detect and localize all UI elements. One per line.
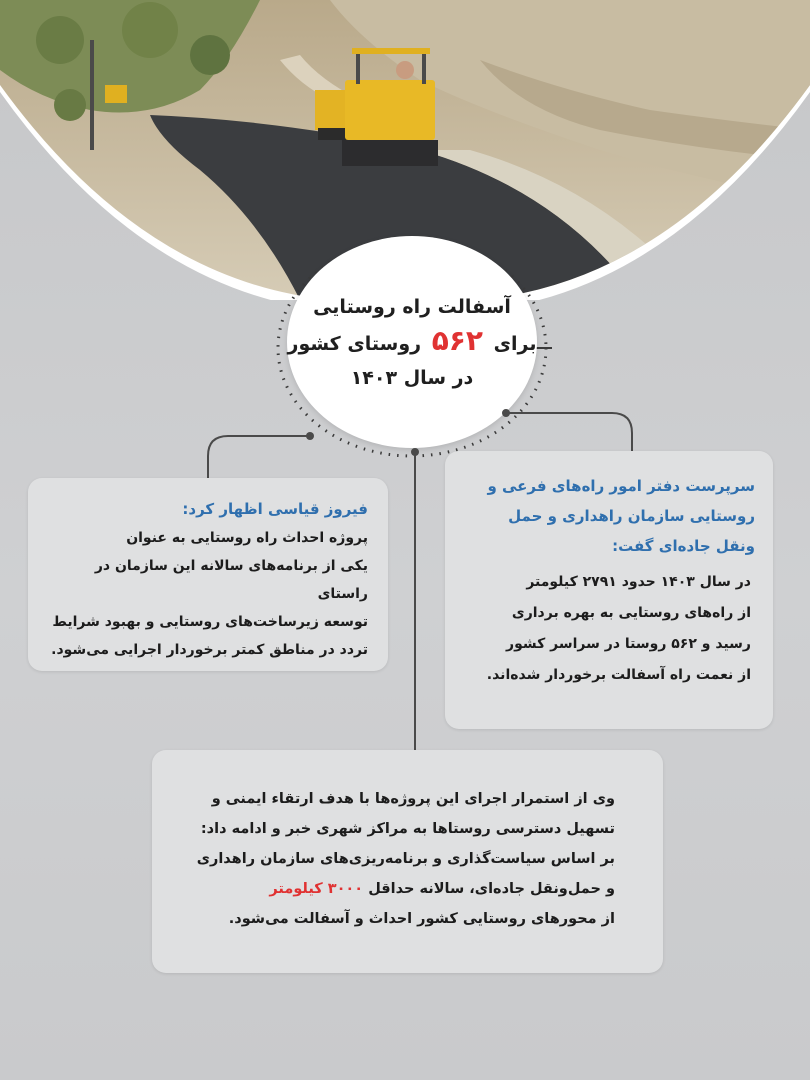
- bottom-card-line-2: تسهیل دسترسی روستاها به مراکز شهری خبر و ادامه داد:: [200, 821, 615, 837]
- left-card-body-line: تردد در مناطق کمتر برخوردار اجرایی می‌شود.: [51, 642, 368, 658]
- title-line-3: در سال ۱۴۰۳: [350, 366, 474, 389]
- title-line-2-pre: برای: [493, 332, 537, 355]
- bottom-card-line-4: [170, 874, 615, 904]
- right-card-heading-line: روستایی سازمان راهداری و حمل: [508, 507, 755, 525]
- title-line-1: آسفالت راه روستایی: [313, 295, 511, 318]
- title-village-count: ۵۶۲: [431, 323, 483, 357]
- bottom-card-highlight-km: ۳۰۰۰ کیلومتر: [269, 881, 364, 897]
- bottom-card-line-4-pre: و حمل‌ونقل جاده‌ای، سالانه حداقل: [368, 881, 615, 897]
- right-card-body: [445, 561, 773, 691]
- right-card-body-line: از راه‌های روستایی به بهره برداری: [511, 605, 751, 621]
- left-card-heading: فیروز قیاسی اظهار کرد:: [182, 500, 368, 518]
- title-line-2-post: روستای کشور: [287, 332, 422, 355]
- bottom-card-line-1: وی از استمرار اجرای این پروژه‌ها با هدف ارتقاء ایمنی و: [211, 791, 615, 807]
- left-card-body-line: توسعه زیرساخت‌های روستایی و بهبود شرایط: [52, 614, 368, 630]
- bottom-card-body: [152, 750, 663, 934]
- right-info-card: [445, 451, 773, 729]
- right-card-body-line: در سال ۱۴۰۳ حدود ۲۷۹۱ کیلومتر: [526, 574, 751, 590]
- right-card-heading-line: ونقل جاده‌ای گفت:: [612, 537, 755, 555]
- left-card-body-line: پروژه احداث راه روستایی به عنوان: [126, 530, 368, 546]
- right-card-heading: [445, 451, 773, 561]
- right-card-heading-line: سرپرست دفتر امور راه‌های فرعی و: [487, 477, 755, 495]
- right-card-body-line: رسید و ۵۶۲ روستا در سراسر کشور: [506, 636, 751, 652]
- bottom-info-card: [152, 750, 663, 973]
- bottom-card-line-5: از محورهای روستایی کشور احداث و آسفالت می‌شود.: [228, 911, 615, 927]
- left-card-body: [28, 524, 388, 664]
- left-card-body-line: یکی از برنامه‌های سالانه این سازمان در راستای: [94, 558, 368, 602]
- right-card-body-line: از نعمت راه آسفالت برخوردار شده‌اند.: [486, 667, 751, 683]
- bottom-card-line-3: بر اساس سیاست‌گذاری و برنامه‌ریزی‌های سازمان راهداری: [196, 851, 615, 867]
- left-info-card: [28, 478, 388, 671]
